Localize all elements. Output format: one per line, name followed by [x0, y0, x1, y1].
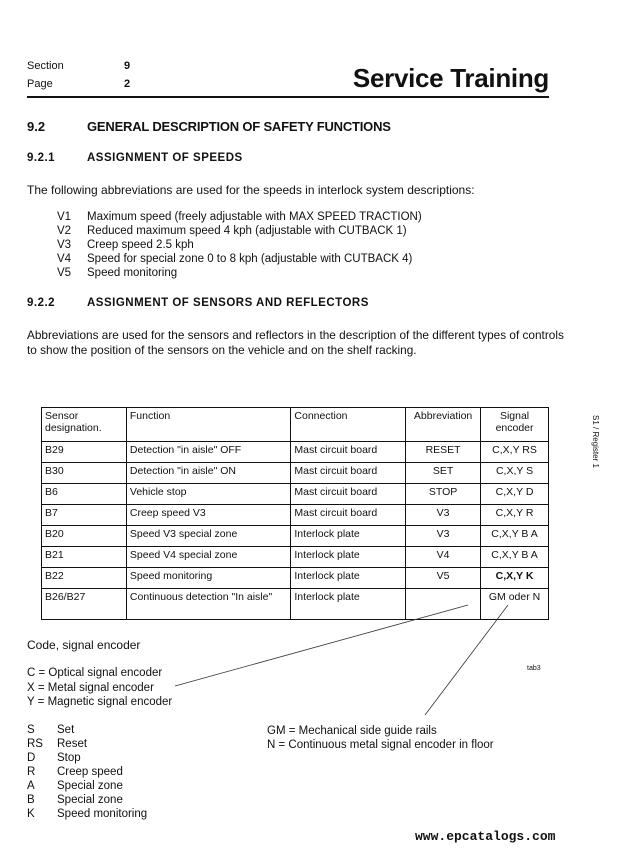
header-connection: Connection [291, 408, 406, 442]
speed-code: V1 [57, 211, 72, 223]
cell-function: Speed V3 special zone [126, 526, 291, 547]
cell-function: Detection "in aisle" OFF [126, 442, 291, 463]
cell-connection: Interlock plate [291, 568, 406, 589]
sensors-intro-line-2: to show the position of the sensors on the vehicle and on the shelf racking. [27, 343, 417, 357]
header-sensor: Sensor designation. [42, 408, 127, 442]
speeds-intro: The following abbreviations are used for the speeds in interlock system descriptions: [27, 183, 475, 197]
cell-sensor: B20 [42, 526, 127, 547]
speed-code: V5 [57, 267, 72, 279]
header-signal-encoder: Signal encoder [481, 408, 549, 442]
cell-abbreviation: SET [406, 463, 481, 484]
encoder-item: C = Optical signal encoder [27, 667, 163, 679]
cell-signal: C,X,Y B A [481, 526, 549, 547]
page-number: 2 [124, 78, 131, 90]
cell-sensor: B30 [42, 463, 127, 484]
heading-text: GENERAL DESCRIPTION OF SAFETY FUNCTIONS [87, 119, 391, 134]
cell-abbreviation: V3 [406, 526, 481, 547]
sensors-intro-line-1: Abbreviations are used for the sensors and reflectors in the description of the different types of controls [27, 328, 564, 342]
speed-desc: Maximum speed (freely adjustable with MAX SPEED TRACTION) [87, 211, 422, 223]
gm-note: GM = Mechanical side guide rails [267, 725, 437, 737]
cell-signal: C,X,Y D [481, 484, 549, 505]
cell-sensor: B6 [42, 484, 127, 505]
speed-code: V2 [57, 225, 72, 237]
encoder-item: Y = Magnetic signal encoder [27, 696, 173, 708]
table-reference: tab3 [527, 665, 541, 672]
cell-sensor: B7 [42, 505, 127, 526]
subheading-2-number: 9.2.2 [27, 297, 56, 309]
cell-connection: Mast circuit board [291, 484, 406, 505]
abbreviation-legend: S Set RS Reset D Stop R Creep speed A Special zone B Special zone K Speed monitoring [27, 724, 148, 820]
cell-function: Speed monitoring [126, 568, 291, 589]
cell-function: Creep speed V3 [126, 505, 291, 526]
cell-connection: Interlock plate [291, 526, 406, 547]
code-heading: Code, signal encoder [27, 638, 141, 652]
pointer-line-gm [425, 605, 508, 715]
cell-connection: Interlock plate [291, 589, 406, 620]
cell-function: Continuous detection "In aisle" [126, 589, 291, 620]
heading-number: 9.2 [27, 119, 46, 134]
cell-connection: Mast circuit board [291, 442, 406, 463]
speed-code: V3 [57, 239, 72, 251]
cell-abbreviation: STOP [406, 484, 481, 505]
cell-sensor: B29 [42, 442, 127, 463]
cell-abbreviation: V3 [406, 505, 481, 526]
speed-desc: Creep speed 2.5 kph [87, 239, 194, 251]
encoder-item: X = Metal signal encoder [27, 682, 154, 694]
cell-sensor: B22 [42, 568, 127, 589]
section-label: Section [27, 60, 64, 72]
subheading-1-number: 9.2.1 [27, 152, 56, 164]
section-number: 9 [124, 60, 131, 72]
cell-abbreviation: V5 [406, 568, 481, 589]
cell-abbreviation: RESET [406, 442, 481, 463]
cell-signal: C,X,Y S [481, 463, 549, 484]
cell-connection: Mast circuit board [291, 505, 406, 526]
cell-connection: Mast circuit board [291, 463, 406, 484]
pointer-line-encoder [175, 605, 468, 686]
cell-signal: C,X,Y K [481, 568, 549, 589]
speed-desc: Speed for special zone 0 to 8 kph (adjustable with CUTBACK 4) [87, 253, 413, 265]
cell-signal: GM oder N [481, 589, 549, 620]
cell-sensor: B21 [42, 547, 127, 568]
subheading-1-text: ASSIGNMENT OF SPEEDS [87, 152, 243, 164]
cell-function: Speed V4 special zone [126, 547, 291, 568]
header-abbreviation: Abbreviation [406, 408, 481, 442]
speed-desc: Speed monitoring [87, 267, 178, 279]
cell-connection: Interlock plate [291, 547, 406, 568]
speed-desc: Reduced maximum speed 4 kph (adjustable with CUTBACK 1) [87, 225, 407, 237]
header-function: Function [126, 408, 291, 442]
page-title: Service Training [352, 63, 549, 93]
subheading-2-text: ASSIGNMENT OF SENSORS AND REFLECTORS [87, 297, 369, 309]
cell-abbreviation: V4 [406, 547, 481, 568]
cell-signal: C,X,Y R [481, 505, 549, 526]
register-note: S1 / Register 1 [591, 415, 600, 468]
gm-note: N = Continuous metal signal encoder in floor [267, 739, 494, 751]
cell-signal: C,X,Y RS [481, 442, 549, 463]
cell-function: Detection "in aisle" ON [126, 463, 291, 484]
cell-function: Vehicle stop [126, 484, 291, 505]
footer-website-link[interactable]: www.epcatalogs.com [415, 829, 556, 844]
page-label: Page [27, 78, 53, 90]
cell-sensor: B26/B27 [42, 589, 127, 620]
speed-code: V4 [57, 253, 72, 265]
cell-signal: C,X,Y B A [481, 547, 549, 568]
